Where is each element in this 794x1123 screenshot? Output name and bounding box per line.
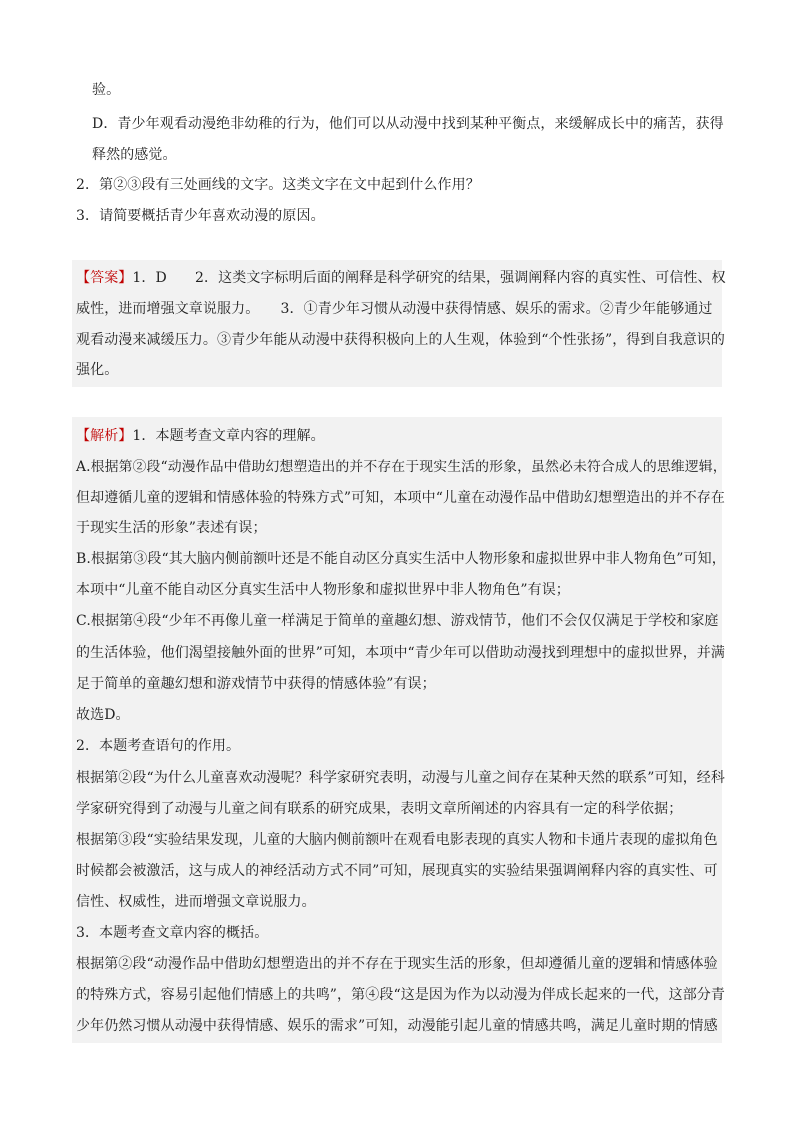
analysis-q2-line-1: 根据第②段“为什么儿童喜欢动漫呢？科学家研究表明，动漫与儿童之间存在某种天然的联系”可知，经科 <box>76 770 726 786</box>
answer-tag: 【答案】 <box>76 270 133 286</box>
analysis-tag: 【解析】 <box>76 428 133 444</box>
question-option-d: D．青少年观看动漫绝非幼稚的行为，他们可以从动漫中找到某种平衡点，来缓解成长中的痛苦，获得 <box>92 116 724 132</box>
question-line-1: 验。 <box>92 82 121 98</box>
analysis-heading-3: 3．本题考查文章内容的概括。 <box>76 925 269 941</box>
analysis-option-a-3: 于现实生活的形象”表述有误； <box>76 520 267 536</box>
answer-text-1: 1．D 2．这类文字标明后面的阐释是科学研究的结果，强调阐释内容的真实性、可信性、权 <box>132 270 726 286</box>
analysis-q2-line-4: 时候都会被激活，这与成人的神经活动方式不同”可知，展现真实的实验结果强调阐释内容的真实性、可 <box>76 863 718 879</box>
analysis-option-b-1: B.根据第③段“其大脑内侧前额叶还是不能自动区分真实生活中人物形象和虚拟世界中非人物角色”可知， <box>76 551 726 567</box>
analysis-q3-line-1: 根据第②段“动漫作品中借助幻想塑造出的并不存在于现实生活的形象，但却遵循儿童的逻辑和情感体验 <box>76 956 718 972</box>
analysis-option-c-1: C.根据第④段“少年不再像儿童一样满足于简单的童趣幻想、游戏情节，他们不会仅仅满足于学校和家庭 <box>76 613 719 629</box>
analysis-choice: 故选D。 <box>76 707 130 723</box>
answer-line-3: 观看动漫来减缓压力。③青少年能从动漫中获得积极向上的人生观，体验到“个性张扬”，得到自我意识的 <box>76 332 726 348</box>
analysis-block <box>72 417 722 1043</box>
analysis-q3-line-2: 的特殊方式，容易引起他们情感上的共鸣”，第④段“这是因为作为以动漫为伴成长起来的一代，这部分青 <box>76 987 726 1003</box>
analysis-q2-line-5: 信性、权威性，进而增强文章说服力。 <box>76 894 316 910</box>
analysis-q3-line-3: 少年仍然习惯从动漫中获得情感、娱乐的需求”可知，动漫能引起儿童的情感共鸣，满足儿童时期的情感 <box>76 1018 718 1034</box>
analysis-line-1 <box>76 426 325 446</box>
analysis-option-c-3: 足于简单的童趣幻想和游戏情节中获得的情感体验”有误； <box>76 676 436 692</box>
analysis-option-b-2: 本项中“儿童不能自动区分真实生活中人物形象和虚拟世界中非人物角色”有误； <box>76 582 570 598</box>
analysis-option-a-2: 但却遵循儿童的逻辑和情感体验的特殊方式”可知，本项中“儿童在动漫作品中借助幻想塑造出的并不存在 <box>76 490 726 506</box>
analysis-option-c-2: 的生活体验，他们渴望接触外面的世界”可知，本项中“青少年可以借助动漫找到理想中的虚拟世界，并满 <box>76 645 726 661</box>
question-2: 2．第②③段有三处画线的文字。这类文字在文中起到什么作用？ <box>76 177 480 193</box>
analysis-q2-line-2: 学家研究得到了动漫与儿童之间有联系的研究成果，表明文章所阐述的内容具有一定的科学依据； <box>76 801 683 817</box>
question-3: 3．请简要概括青少年喜欢动漫的原因。 <box>76 208 325 224</box>
analysis-option-a-1: A.根据第②段“动漫作品中借助幻想塑造出的并不存在于现实生活的形象，虽然必未符合成人的思维逻辑， <box>76 459 727 475</box>
analysis-q2-line-3: 根据第③段“实验结果发现，儿童的大脑内侧前额叶在观看电影表现的真实人物和卡通片表现的虚拟角色 <box>76 832 718 848</box>
analysis-heading-1: 1．本题考查文章内容的理解。 <box>132 428 325 444</box>
analysis-heading-2: 2．本题考查语句的作用。 <box>76 738 241 754</box>
answer-line-1 <box>76 268 726 288</box>
question-line-3: 释然的感觉。 <box>92 147 177 163</box>
answer-line-2: 威性，进而增强文章说服力。 3．①青少年习惯从动漫中获得情感、娱乐的需求。②青少年能够通过 <box>76 301 713 317</box>
answer-line-4: 强化。 <box>76 362 119 378</box>
